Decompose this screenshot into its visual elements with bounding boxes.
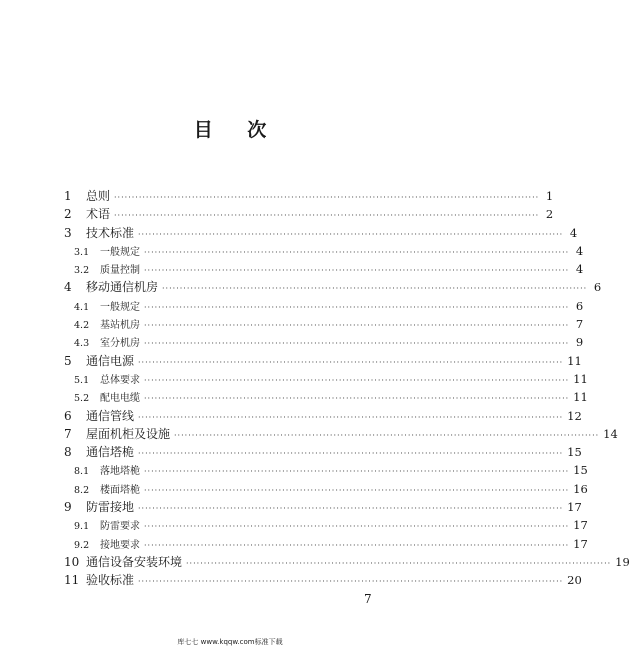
toc-entry-title: 术语 — [86, 207, 111, 222]
toc-dot-leader: ························································································································ — [144, 375, 570, 385]
toc-entry-number: 6 — [64, 408, 72, 423]
toc-dot-leader: ························································································································ — [144, 467, 570, 477]
toc-entry-page: 11 — [573, 371, 588, 386]
toc-entry-title: 落地塔桅 — [100, 466, 140, 478]
toc-entry-page: 11 — [567, 353, 582, 368]
toc-entry-number: 3.2 — [74, 265, 90, 277]
toc-entry — [64, 205, 554, 223]
toc-dot-leader: ························································································································ — [138, 449, 564, 459]
toc-entry-page: 19 — [615, 554, 630, 569]
toc-entry-title: 室分机房 — [100, 338, 140, 350]
toc-entry-number: 10 — [64, 554, 80, 569]
toc-entry — [64, 224, 578, 242]
page-title: 目 次 — [193, 119, 281, 141]
toc-entry-number: 4.1 — [74, 301, 90, 313]
toc-dot-leader: ························································································································ — [138, 412, 564, 422]
toc-entry-number: 9.1 — [74, 521, 90, 533]
toc-entry — [64, 242, 584, 260]
toc-entry-page: 4 — [569, 225, 578, 240]
page-number: 7 — [364, 592, 372, 606]
toc-entry-title: 防雷接地 — [86, 500, 135, 515]
toc-entry — [64, 461, 588, 479]
toc-dot-leader: ························································································································ — [144, 339, 570, 349]
toc-entry — [64, 516, 588, 534]
toc-dot-leader: ························································································································ — [186, 558, 612, 568]
toc-entry-page: 1 — [545, 189, 554, 203]
toc-entry — [64, 480, 588, 498]
toc-entry — [64, 333, 584, 351]
toc-entry-title: 总体要求 — [100, 374, 140, 386]
toc-entry-number: 11 — [64, 573, 80, 588]
toc-entry-page: 6 — [593, 280, 602, 295]
toc-entry-number: 2 — [64, 207, 72, 222]
toc-entry — [64, 553, 630, 571]
toc-entry — [64, 260, 584, 278]
toc-entry — [64, 297, 584, 315]
toc-entry-page: 17 — [567, 500, 582, 515]
toc-entry-number: 3 — [64, 225, 72, 240]
toc-dot-leader: ························································································································ — [138, 357, 564, 367]
toc-entry-page: 4 — [575, 262, 584, 277]
toc-entry — [64, 498, 582, 516]
toc-entry-title: 移动通信机房 — [86, 280, 159, 295]
toc-entry — [64, 535, 588, 553]
toc-entry-title: 一般规定 — [100, 301, 140, 313]
toc-entry-number: 4.3 — [74, 338, 90, 350]
toc-entry — [64, 571, 582, 589]
toc-entry-title: 质量控制 — [100, 265, 140, 277]
toc-entry — [64, 425, 618, 443]
toc-entry-page: 12 — [567, 408, 582, 423]
toc-entry-title: 配电电缆 — [100, 393, 140, 405]
toc-dot-leader: ························································································································ — [138, 504, 564, 514]
toc-entry-title: 基站机房 — [100, 320, 140, 332]
toc-entry-page: 17 — [573, 536, 588, 551]
toc-dot-leader: ························································································································ — [144, 266, 570, 276]
toc-entry-title: 一般规定 — [100, 246, 140, 258]
toc-entry-page: 16 — [573, 481, 588, 496]
toc-entry-title: 技术标准 — [86, 225, 135, 240]
toc-entry-page: 15 — [573, 463, 588, 478]
toc-entry — [64, 315, 584, 333]
toc-entry-page: 9 — [575, 335, 584, 350]
toc-entry-page: 11 — [573, 390, 588, 405]
toc-entry-title: 接地要求 — [100, 539, 140, 551]
toc-entry-title: 通信塔桅 — [86, 445, 135, 460]
toc-entry-number: 8.1 — [74, 466, 90, 478]
toc-entry-number: 7 — [64, 426, 72, 441]
toc-entry-title: 验收标准 — [86, 573, 135, 588]
toc-entry-page: 7 — [575, 317, 584, 332]
toc-entry-title: 楼面塔桅 — [100, 484, 140, 496]
toc-entry-number: 9 — [64, 500, 72, 515]
toc-entry-number: 8 — [64, 445, 72, 460]
toc-entry-page: 20 — [567, 573, 582, 588]
toc-entry — [64, 278, 602, 296]
toc-entry — [64, 187, 554, 205]
toc-entry-title: 通信电源 — [86, 353, 135, 368]
toc-entry-title: 屋面机柜及设施 — [86, 426, 171, 441]
toc-entry-title: 总则 — [86, 189, 111, 203]
toc-dot-leader: ························································································································ — [144, 247, 570, 257]
toc-dot-leader: ························································································································ — [144, 394, 570, 404]
toc-dot-leader: ························································································································ — [174, 430, 600, 440]
toc-entry — [64, 407, 582, 425]
toc-entry-number: 5.2 — [74, 393, 90, 405]
toc-dot-leader: ························································································································ — [162, 284, 588, 294]
toc-entry-page: 14 — [603, 426, 618, 441]
table-of-contents — [64, 187, 630, 590]
toc-entry-number: 5 — [64, 353, 72, 368]
toc-entry — [64, 352, 582, 370]
toc-entry-number: 4.2 — [74, 320, 90, 332]
toc-entry-title: 防雷要求 — [100, 521, 140, 533]
toc-dot-leader: ························································································································ — [114, 211, 540, 221]
toc-entry-page: 17 — [573, 518, 588, 533]
toc-dot-leader: ························································································································ — [144, 540, 570, 550]
toc-dot-leader: ························································································································ — [144, 321, 570, 331]
toc-entry-number: 5.1 — [74, 374, 90, 386]
footer-watermark-text: 库七七 www.kqqw.com标准下载 — [177, 638, 283, 646]
toc-dot-leader: ························································································································ — [144, 485, 570, 495]
toc-entry — [64, 370, 588, 388]
toc-entry-page: 6 — [575, 298, 584, 313]
toc-dot-leader: ························································································································ — [138, 577, 564, 587]
toc-entry-number: 9.2 — [74, 539, 90, 551]
toc-entry-title: 通信管线 — [86, 408, 135, 423]
toc-dot-leader: ························································································································ — [138, 229, 564, 239]
toc-entry-title: 通信设备安装环境 — [86, 554, 183, 569]
toc-entry-number: 4 — [64, 280, 72, 295]
toc-entry-number: 8.2 — [74, 484, 90, 496]
toc-entry — [64, 443, 582, 461]
toc-entry-page: 15 — [567, 445, 582, 460]
toc-entry-number: 1 — [64, 189, 72, 203]
toc-entry-page: 2 — [545, 207, 554, 222]
toc-entry-number: 3.1 — [74, 246, 90, 258]
toc-dot-leader: ························································································································ — [144, 302, 570, 312]
toc-entry — [64, 388, 588, 406]
toc-entry-page: 4 — [575, 243, 584, 258]
toc-dot-leader: ························································································································ — [114, 193, 540, 202]
toc-dot-leader: ························································································································ — [144, 522, 570, 532]
